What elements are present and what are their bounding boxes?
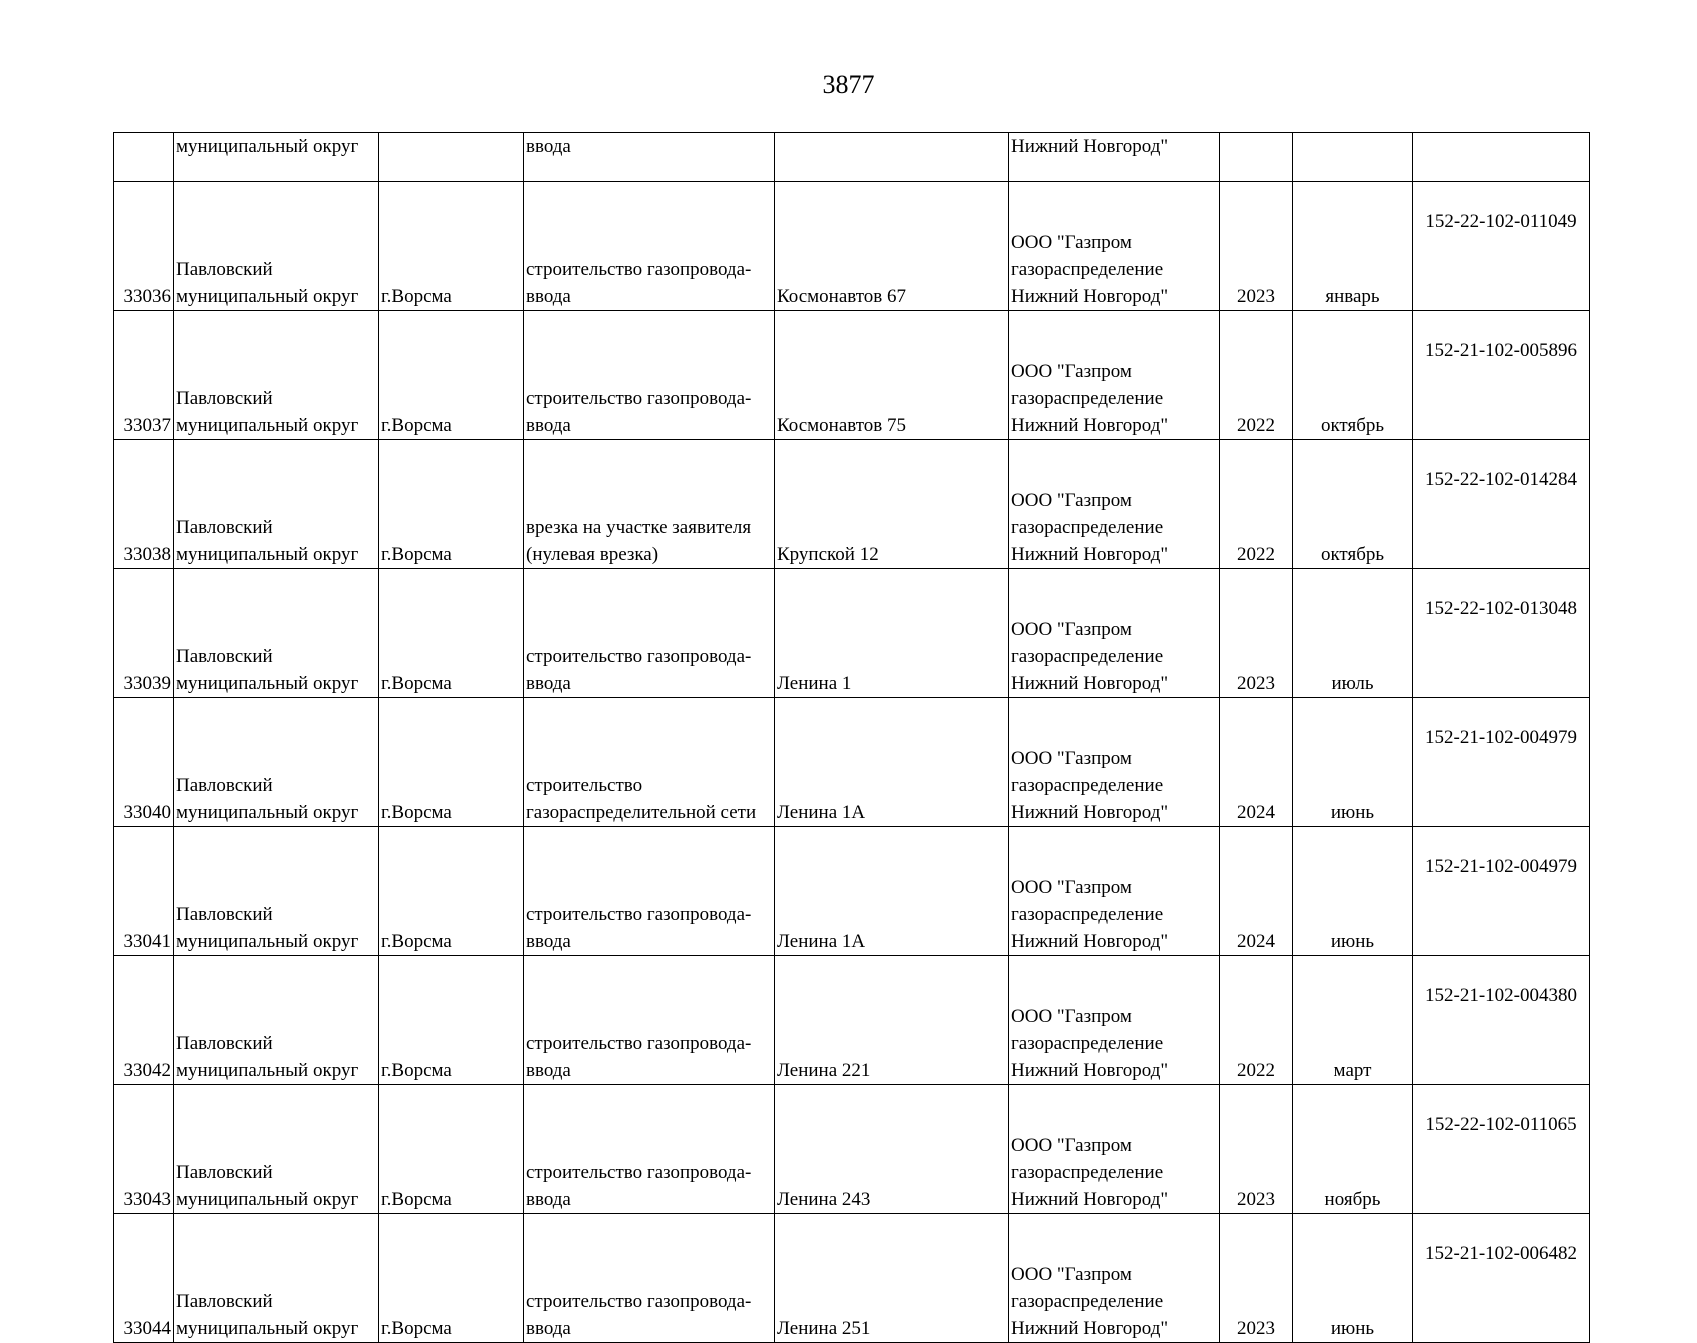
cell-work-line: ввода	[526, 415, 571, 436]
cell-work-line: строительство газопровода-	[526, 904, 752, 925]
cell-work-line: ввода	[526, 286, 571, 307]
cell-district	[174, 311, 379, 440]
cell-num: 33036	[114, 182, 174, 311]
cell-work	[524, 440, 775, 569]
cell-org-line: газораспределение	[1011, 775, 1164, 796]
cell-district-line: муниципальный округ	[176, 1060, 359, 1081]
cell-month: октябрь	[1293, 311, 1413, 440]
cell-district	[174, 182, 379, 311]
cell-district-line: Павловский	[176, 388, 273, 409]
cell-code	[1413, 133, 1590, 182]
cell-work-line: врезка на участке заявителя	[526, 517, 752, 538]
cell-year: 2023	[1220, 569, 1293, 698]
table-row-continuation	[114, 133, 1590, 182]
cell-code: 152-22-102-013048	[1413, 569, 1590, 698]
cell-district	[174, 440, 379, 569]
cell-month	[1293, 133, 1413, 182]
cell-work: ввода	[524, 133, 775, 182]
cell-address: Космонавтов 75	[775, 311, 1009, 440]
cell-district-line: муниципальный округ	[176, 931, 359, 952]
cell-city: г.Ворсма	[379, 569, 524, 698]
cell-city: г.Ворсма	[379, 1214, 524, 1343]
cell-work	[524, 827, 775, 956]
cell-org-line: ООО "Газпром	[1011, 1135, 1132, 1156]
cell-org	[1009, 827, 1220, 956]
cell-num: 33040	[114, 698, 174, 827]
cell-org	[1009, 1085, 1220, 1214]
cell-city: г.Ворсма	[379, 956, 524, 1085]
cell-org-line: газораспределение	[1011, 904, 1164, 925]
cell-org-line: ООО "Газпром	[1011, 619, 1132, 640]
cell-work-line: ввода	[526, 673, 571, 694]
cell-month: март	[1293, 956, 1413, 1085]
cell-code: 152-21-102-004979	[1413, 827, 1590, 956]
page-number: 3877	[822, 70, 875, 99]
cell-year: 2024	[1220, 698, 1293, 827]
cell-year: 2023	[1220, 1214, 1293, 1343]
cell-year: 2024	[1220, 827, 1293, 956]
cell-work-line: ввода	[526, 1189, 571, 1210]
cell-city: г.Ворсма	[379, 440, 524, 569]
cell-code: 152-21-102-006482	[1413, 1214, 1590, 1343]
cell-num: 33037	[114, 311, 174, 440]
cell-num	[114, 133, 174, 182]
cell-work-line: (нулевая врезка)	[526, 544, 659, 565]
cell-org-line: газораспределение	[1011, 1162, 1164, 1183]
cell-work-line: строительство газопровода-	[526, 1033, 752, 1054]
cell-org-line: Нижний Новгород"	[1011, 415, 1169, 436]
cell-code: 152-21-102-004979	[1413, 698, 1590, 827]
cell-org-line: газораспределение	[1011, 388, 1164, 409]
cell-code: 152-22-102-011049	[1413, 182, 1590, 311]
cell-city: г.Ворсма	[379, 1085, 524, 1214]
table-row	[114, 311, 1590, 440]
cell-org-line: Нижний Новгород"	[1011, 1189, 1169, 1210]
cell-num: 33042	[114, 956, 174, 1085]
cell-work-line: ввода	[526, 1318, 571, 1339]
table-row	[114, 182, 1590, 311]
cell-district: муниципальный округ	[174, 133, 379, 182]
cell-org-line: ООО "Газпром	[1011, 361, 1132, 382]
cell-work-line: строительство газопровода-	[526, 646, 752, 667]
cell-org-line: ООО "Газпром	[1011, 1006, 1132, 1027]
cell-district-line: муниципальный округ	[176, 415, 359, 436]
table-row	[114, 1214, 1590, 1343]
cell-district	[174, 569, 379, 698]
cell-num: 33039	[114, 569, 174, 698]
cell-work-line: строительство	[526, 775, 643, 796]
cell-district-line: Павловский	[176, 1033, 273, 1054]
cell-org	[1009, 311, 1220, 440]
cell-code: 152-22-102-011065	[1413, 1085, 1590, 1214]
cell-month: июнь	[1293, 698, 1413, 827]
cell-address: Ленина 1А	[775, 827, 1009, 956]
cell-num: 33041	[114, 827, 174, 956]
cell-org-line: Нижний Новгород"	[1011, 286, 1169, 307]
cell-num: 33043	[114, 1085, 174, 1214]
cell-city: г.Ворсма	[379, 698, 524, 827]
cell-address: Крупской 12	[775, 440, 1009, 569]
cell-year: 2022	[1220, 956, 1293, 1085]
cell-work-line: строительство газопровода-	[526, 388, 752, 409]
cell-work-line: строительство газопровода-	[526, 1291, 752, 1312]
cell-work-line: строительство газопровода-	[526, 259, 752, 280]
cell-org	[1009, 182, 1220, 311]
cell-org-line: ООО "Газпром	[1011, 877, 1132, 898]
cell-year: 2023	[1220, 182, 1293, 311]
cell-month: июнь	[1293, 1214, 1413, 1343]
cell-address	[775, 133, 1009, 182]
cell-district-line: муниципальный округ	[176, 286, 359, 307]
cell-org-line: газораспределение	[1011, 1033, 1164, 1054]
cell-org: Нижний Новгород"	[1009, 133, 1220, 182]
cell-org	[1009, 698, 1220, 827]
cell-address: Ленина 251	[775, 1214, 1009, 1343]
cell-month: январь	[1293, 182, 1413, 311]
cell-org-line: газораспределение	[1011, 259, 1164, 280]
cell-address: Ленина 243	[775, 1085, 1009, 1214]
cell-district-line: Павловский	[176, 904, 273, 925]
cell-work	[524, 956, 775, 1085]
cell-num: 33044	[114, 1214, 174, 1343]
cell-city: г.Ворсма	[379, 827, 524, 956]
table-row	[114, 956, 1590, 1085]
cell-work-line: строительство газопровода-	[526, 1162, 752, 1183]
cell-org-line: ООО "Газпром	[1011, 1264, 1132, 1285]
cell-district-line: Павловский	[176, 775, 273, 796]
cell-work	[524, 1214, 775, 1343]
cell-district	[174, 1214, 379, 1343]
cell-num: 33038	[114, 440, 174, 569]
cell-work-line: ввода	[526, 1060, 571, 1081]
cell-month: октябрь	[1293, 440, 1413, 569]
cell-org	[1009, 956, 1220, 1085]
cell-district-line: муниципальный округ	[176, 544, 359, 565]
cell-work	[524, 569, 775, 698]
cell-code: 152-22-102-014284	[1413, 440, 1590, 569]
cell-district-line: Павловский	[176, 646, 273, 667]
cell-org-line: газораспределение	[1011, 646, 1164, 667]
cell-district-line: муниципальный округ	[176, 1318, 359, 1339]
cell-district	[174, 698, 379, 827]
cell-district	[174, 1085, 379, 1214]
cell-org-line: газораспределение	[1011, 1291, 1164, 1312]
cell-work-line: ввода	[526, 931, 571, 952]
cell-district	[174, 956, 379, 1085]
cell-work	[524, 1085, 775, 1214]
cell-org	[1009, 1214, 1220, 1343]
table-row	[114, 440, 1590, 569]
cell-code: 152-21-102-004380	[1413, 956, 1590, 1085]
cell-district-line: Павловский	[176, 1162, 273, 1183]
cell-work	[524, 698, 775, 827]
cell-org-line: Нижний Новгород"	[1011, 1318, 1169, 1339]
cell-district-line: муниципальный округ	[176, 1189, 359, 1210]
cell-org-line: Нижний Новгород"	[1011, 544, 1169, 565]
cell-district-line: Павловский	[176, 1291, 273, 1312]
cell-work	[524, 182, 775, 311]
table-row	[114, 827, 1590, 956]
cell-org-line: Нижний Новгород"	[1011, 673, 1169, 694]
cell-district	[174, 827, 379, 956]
cell-month: июнь	[1293, 827, 1413, 956]
table-row	[114, 1085, 1590, 1214]
cell-month: ноябрь	[1293, 1085, 1413, 1214]
cell-city: г.Ворсма	[379, 311, 524, 440]
cell-month: июль	[1293, 569, 1413, 698]
cell-city	[379, 133, 524, 182]
cell-org	[1009, 569, 1220, 698]
cell-year: 2022	[1220, 440, 1293, 569]
cell-work-line: газораспределительной сети	[526, 802, 757, 823]
cell-org-line: ООО "Газпром	[1011, 490, 1132, 511]
cell-district-line: Павловский	[176, 517, 273, 538]
registry-table	[113, 132, 1590, 1343]
cell-address: Ленина 1А	[775, 698, 1009, 827]
cell-district-line: муниципальный округ	[176, 802, 359, 823]
cell-district-line: Павловский	[176, 259, 273, 280]
cell-year: 2023	[1220, 1085, 1293, 1214]
cell-code: 152-21-102-005896	[1413, 311, 1590, 440]
table-row	[114, 698, 1590, 827]
cell-org-line: ООО "Газпром	[1011, 232, 1132, 253]
cell-year: 2022	[1220, 311, 1293, 440]
cell-address: Ленина 221	[775, 956, 1009, 1085]
cell-org-line: Нижний Новгород"	[1011, 802, 1169, 823]
cell-org-line: Нижний Новгород"	[1011, 1060, 1169, 1081]
cell-work	[524, 311, 775, 440]
cell-org	[1009, 440, 1220, 569]
cell-address: Ленина 1	[775, 569, 1009, 698]
cell-org-line: Нижний Новгород"	[1011, 931, 1169, 952]
cell-address: Космонавтов 67	[775, 182, 1009, 311]
cell-district-line: муниципальный округ	[176, 673, 359, 694]
cell-year	[1220, 133, 1293, 182]
cell-org-line: газораспределение	[1011, 517, 1164, 538]
cell-org-line: ООО "Газпром	[1011, 748, 1132, 769]
cell-city: г.Ворсма	[379, 182, 524, 311]
table-row	[114, 569, 1590, 698]
